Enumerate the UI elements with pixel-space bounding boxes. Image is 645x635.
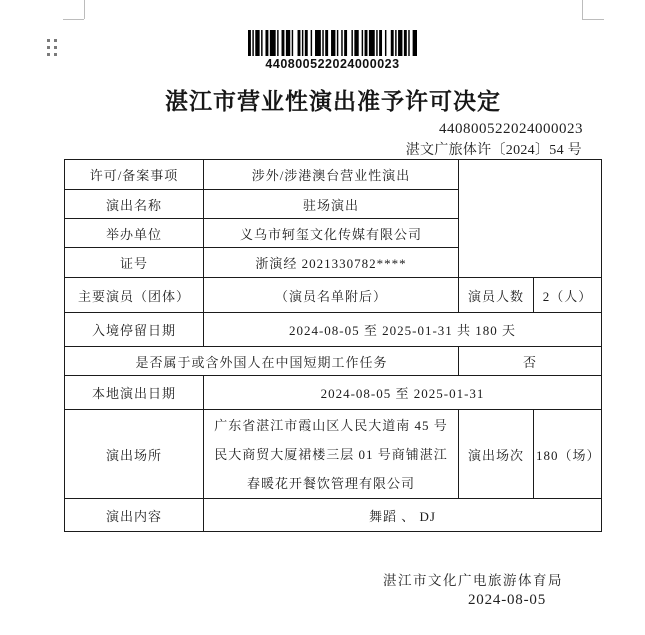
performance-name-value: 驻场演出 [204,190,459,219]
merged-empty-cell [459,160,602,278]
barcode-block [248,30,417,71]
page-corner-mark-top-left-horizontal [63,19,84,20]
venue-value [204,410,459,499]
permit-item-label: 许可/备案事项 [65,160,204,190]
content-value: 舞蹈 、 DJ [204,499,602,532]
venue-line-3: 春暖花开餐饮管理有限公司 [246,475,415,491]
venue-line-1: 广东省湛江市霞山区人民大道南 45 号 [214,417,448,433]
show-count-label: 演出场次 [459,410,534,499]
performance-name-label: 演出名称 [65,190,204,219]
license-no-label: 证号 [65,248,204,278]
page-corner-mark-top-left-vertical [84,0,85,19]
venue-label: 演出场所 [65,410,204,499]
barcode-image [248,30,417,56]
document-number: 440800522024000023 [439,121,583,137]
organizer-label: 举办单位 [65,219,204,248]
page-corner-mark-top-right-horizontal [582,19,604,20]
entry-stay-dates-value: 2024-08-05 至 2025-01-31 共 180 天 [204,313,602,347]
performer-count-value: 2（人） [534,278,602,313]
permit-item-value: 涉外/涉港澳台营业性演出 [204,160,459,190]
drag-handle-icon[interactable] [47,39,57,56]
document-title: 湛江市营业性演出准予许可决定 [165,88,501,114]
main-performers-value: （演员名单附后） [204,278,459,313]
short-term-work-flag-label: 是否属于或含外国人在中国短期工作任务 [65,347,459,376]
entry-stay-dates-label: 入境停留日期 [65,313,204,347]
performer-count-label: 演员人数 [459,278,534,313]
signature-block [383,569,563,609]
local-performance-dates-value: 2024-08-05 至 2025-01-31 [204,376,602,410]
barcode-number: 440800522024000023 [265,57,400,71]
reference-number: 湛文广旅体许〔2024〕54 号 [405,143,582,158]
show-count-value: 180（场） [534,410,602,499]
local-performance-dates-label: 本地演出日期 [65,376,204,410]
permit-table [64,159,602,532]
page-corner-mark-top-right-vertical [582,0,583,19]
issuing-authority: 湛江市文化广电旅游体育局 [383,573,563,588]
license-no-value: 浙演经 2021330782**** [204,248,459,278]
venue-line-2: 民大商贸大厦裙楼三层 01 号商铺湛江 [214,446,448,462]
content-label: 演出内容 [65,499,204,532]
main-performers-label: 主要演员（团体） [65,278,204,313]
short-term-work-flag-value: 否 [459,347,602,376]
issue-date: 2024-08-05 [468,592,546,608]
organizer-value: 义乌市轲玺文化传媒有限公司 [204,219,459,248]
